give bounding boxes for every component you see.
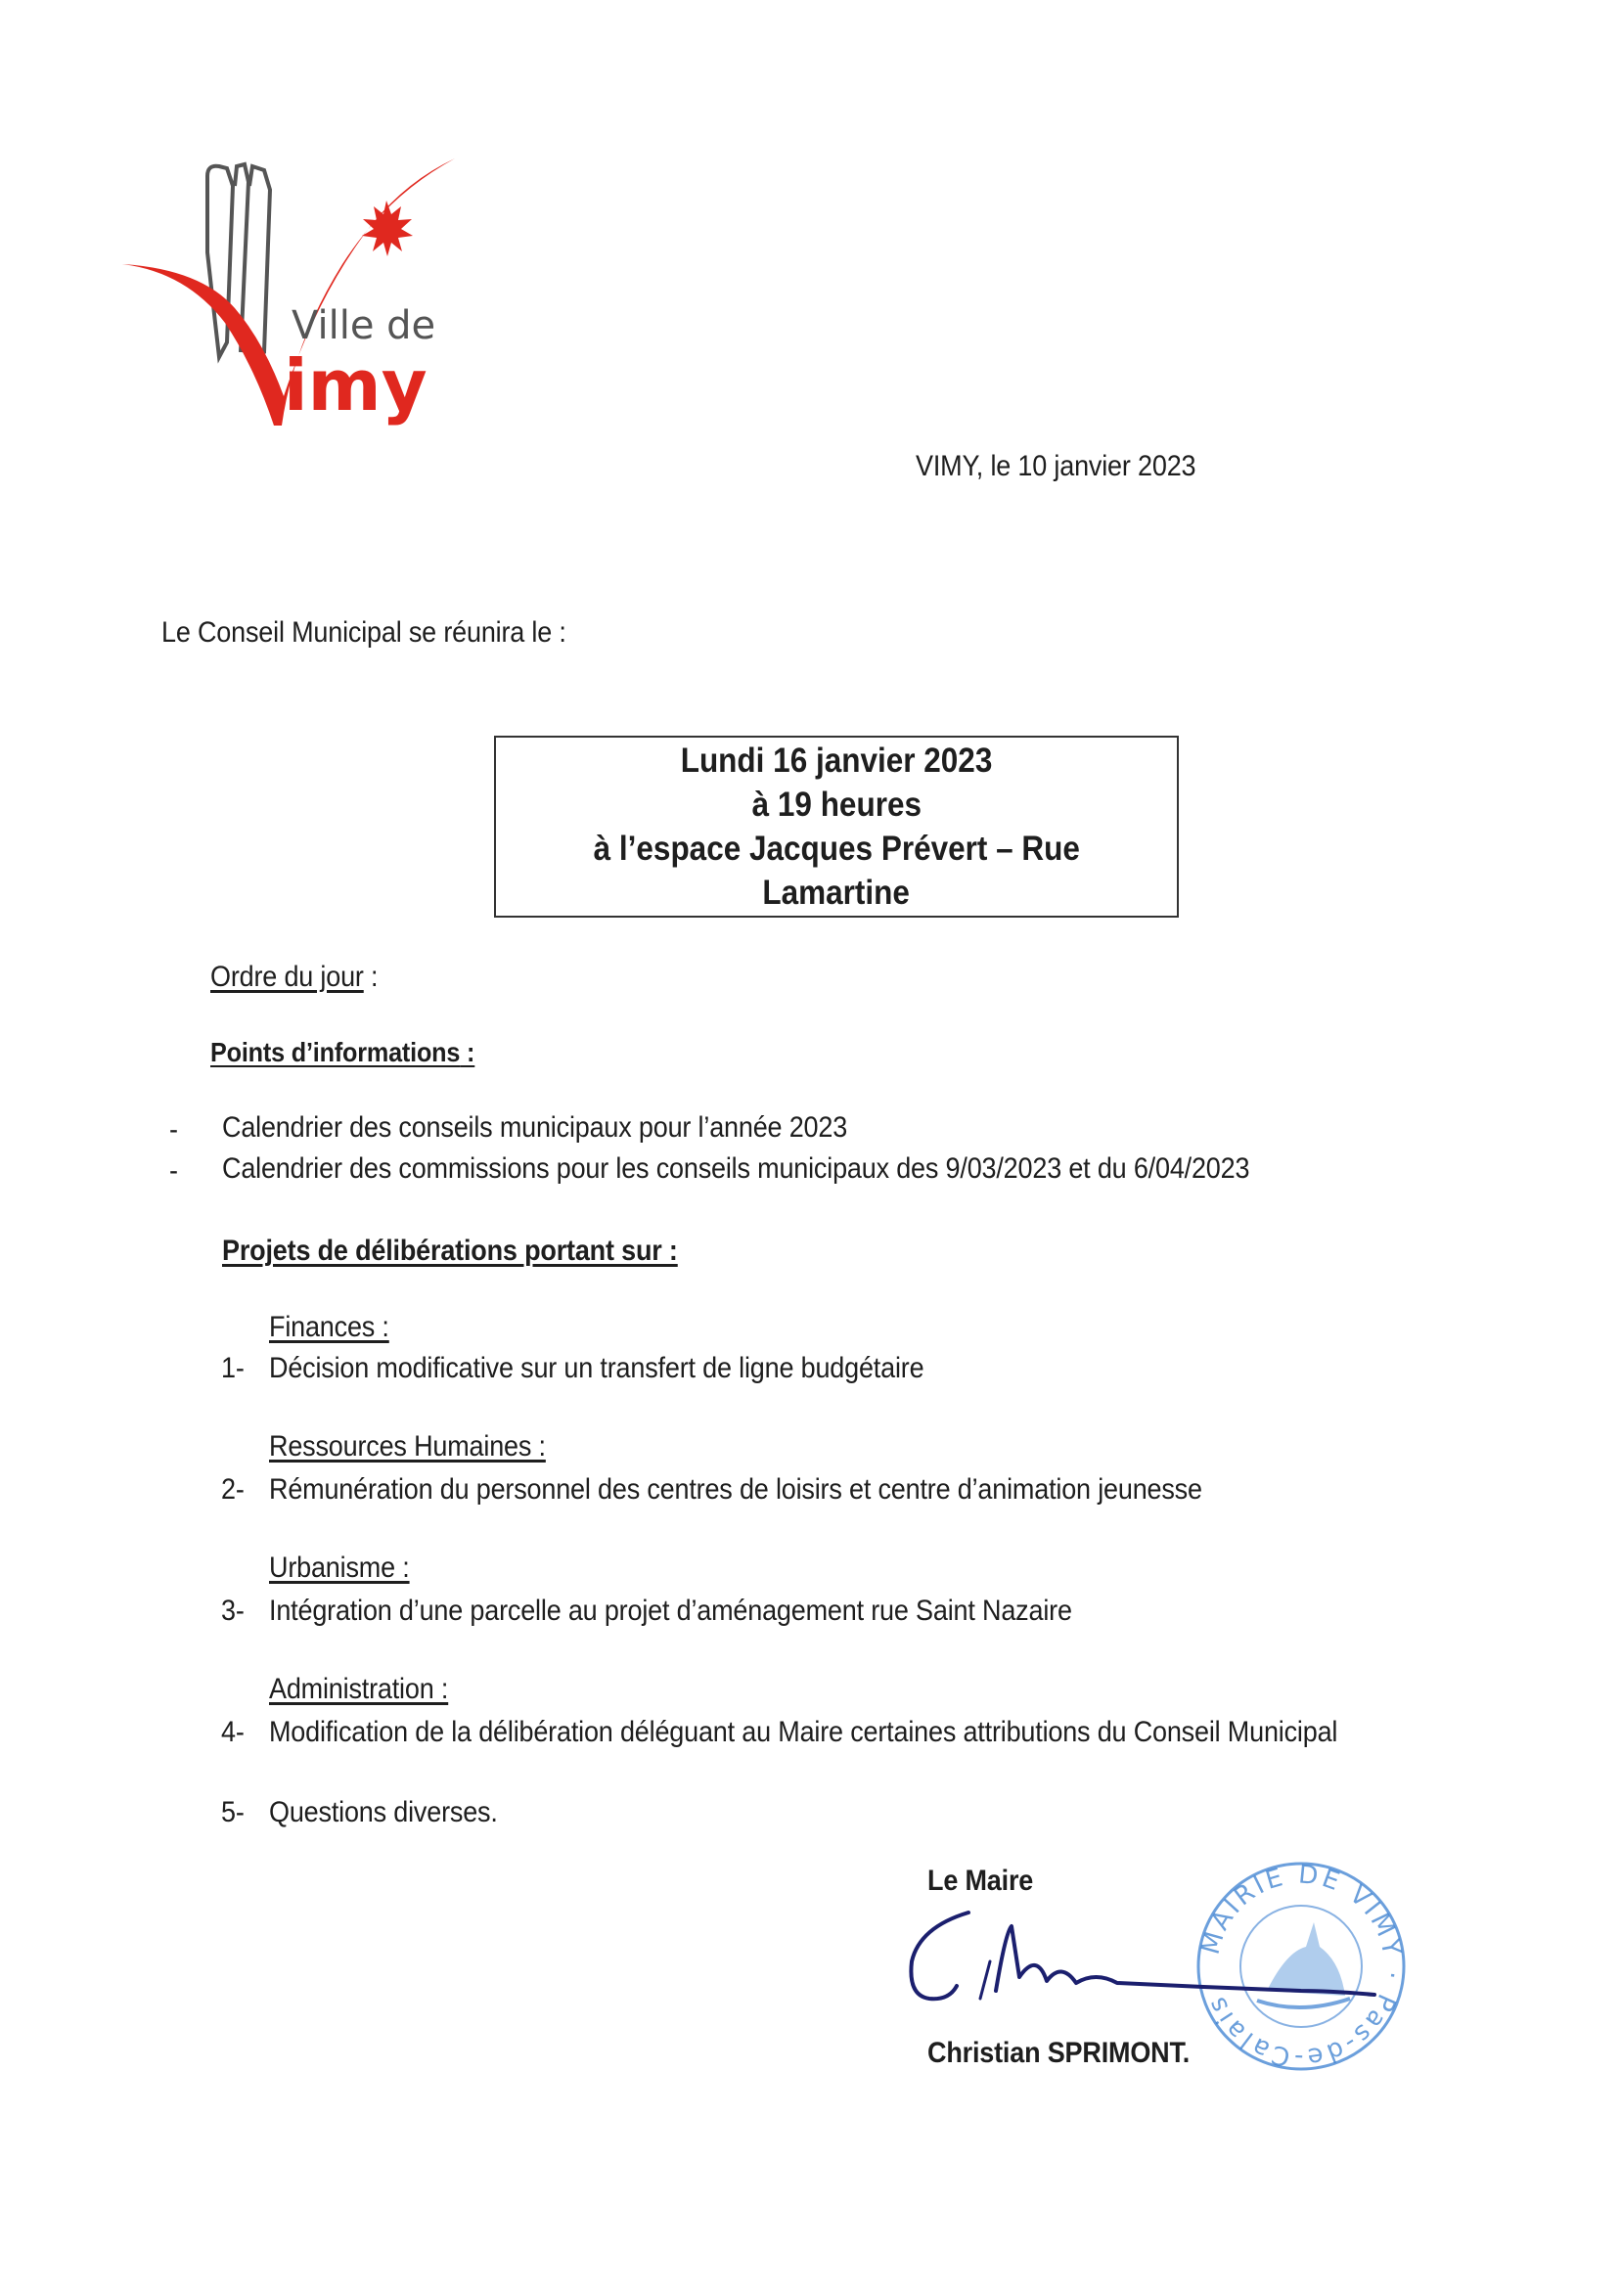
section-title-administration: Administration :	[269, 1673, 449, 1705]
meeting-date: Lundi 16 janvier 2023	[680, 742, 993, 780]
signature-graphic	[890, 1893, 1389, 2040]
section-title-finances: Finances :	[269, 1311, 389, 1343]
stamp-text: MAIRIE DE VIMY · Pas-de-Calais	[1195, 1860, 1408, 2073]
info-heading-label: Points d’informations	[210, 1037, 461, 1067]
section-title-ressources-humaines: Ressources Humaines :	[269, 1430, 546, 1463]
city-logo	[117, 147, 470, 440]
section-item: Intégration d’une parcelle au projet d’aménagement rue Saint Nazaire	[269, 1595, 1072, 1627]
section-number: 2-	[221, 1473, 245, 1506]
info-item-bullet: -	[169, 1154, 178, 1187]
info-item: Calendrier des conseils municipaux pour l’année 2023	[222, 1111, 848, 1144]
section-item: Rémunération du personnel des centres de loisirs et centre d’animation jeunesse	[269, 1473, 1202, 1506]
signature-name: Christian SPRIMONT.	[927, 2037, 1191, 2069]
place-date: VIMY, le 10 janvier 2023	[916, 450, 1196, 482]
logo-text-ville-de: Ville de	[292, 303, 436, 348]
handwritten-signature	[890, 1893, 1389, 2040]
misc-item: Questions diverses.	[269, 1796, 498, 1828]
projects-heading: Projets de délibérations portant sur :	[222, 1235, 678, 1267]
info-heading-colon: :	[460, 1037, 475, 1067]
info-heading	[210, 1037, 474, 1068]
agenda-title-label: Ordre du jour	[210, 961, 364, 993]
section-number: 1-	[221, 1352, 245, 1384]
info-item-bullet: -	[169, 1113, 178, 1146]
section-number: 3-	[221, 1595, 245, 1627]
meeting-details-box	[494, 736, 1179, 918]
section-title-urbanisme: Urbanisme :	[269, 1552, 410, 1584]
logo-text-vimy: imy	[284, 344, 428, 427]
section-number: 4-	[221, 1716, 245, 1748]
section-item: Modification de la délibération déléguant au Maire certaines attributions du Conseil Municipal	[269, 1716, 1338, 1748]
agenda-title-colon: :	[363, 961, 379, 993]
info-item: Calendrier des commissions pour les conseils municipaux des 9/03/2023 et du 6/04/2023	[222, 1152, 1250, 1185]
meeting-time: à 19 heures	[751, 786, 922, 824]
meeting-location: à l’espace Jacques Prévert – Rue	[593, 830, 1080, 868]
section-number: 5-	[221, 1796, 245, 1828]
intro-text: Le Conseil Municipal se réunira le :	[161, 616, 566, 649]
agenda-title	[210, 961, 378, 994]
section-item: Décision modificative sur un transfert de ligne budgétaire	[269, 1352, 924, 1384]
signature-role: Le Maire	[927, 1865, 1034, 1897]
meeting-location-street: Lamartine	[762, 874, 911, 912]
